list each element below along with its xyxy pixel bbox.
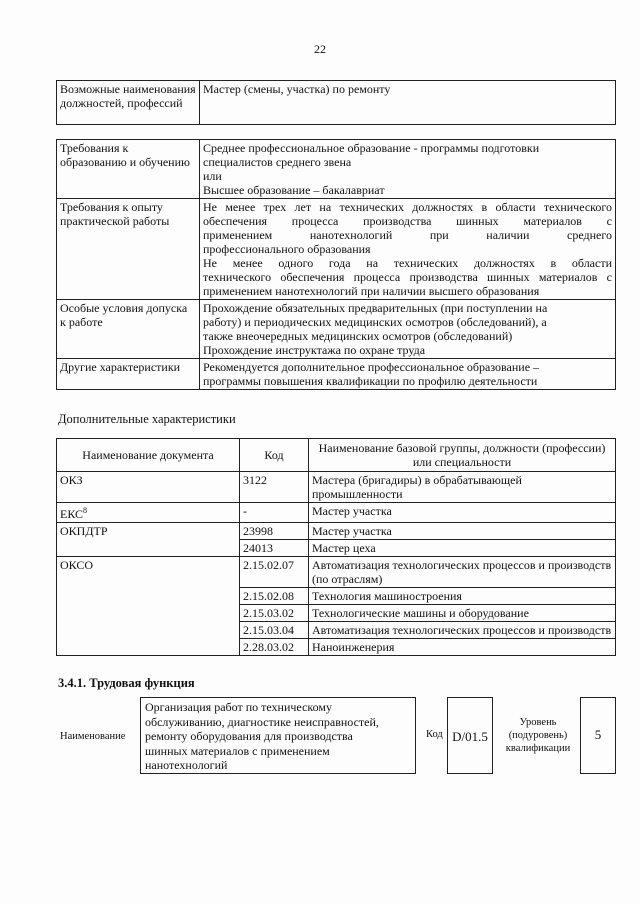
section-title: 3.4.1. Трудовая функция <box>58 676 195 690</box>
text-line: технического обеспечения процесса производства шинных материалов с <box>203 270 612 284</box>
footnote-mark: 8 <box>83 506 88 515</box>
positions-label: Возможные наименования должностей, профессий <box>57 81 200 125</box>
code-cell: 3122 <box>240 472 309 503</box>
col-header-document: Наименование документа <box>57 439 240 472</box>
table-row <box>57 523 616 540</box>
code-cell: 2.15.02.08 <box>240 588 309 605</box>
col-header-code: Код <box>240 439 309 472</box>
table-row <box>57 503 616 523</box>
col-header-name: Наименование базовой группы, должности (профессии) или специальности <box>309 439 616 472</box>
text-line: обслуживанию, диагностике неисправностей, <box>145 714 379 729</box>
code-cell: 2.15.03.02 <box>240 605 309 622</box>
table-row <box>57 359 616 390</box>
doc-cell: ОКЗ <box>57 472 240 503</box>
name-cell: Мастера (бригадиры) в обрабатывающей промышленности <box>309 472 616 503</box>
doc-cell: ОКСО <box>57 557 240 656</box>
text-line: нанотехнологий <box>145 758 228 773</box>
doc-cell <box>57 503 240 523</box>
text-line: Не менее трех лет на технических должностях в области технического <box>203 200 612 214</box>
name-cell: Мастер участка <box>309 523 616 540</box>
requirement-label: Требования к опыту практической работы <box>57 199 200 300</box>
name-label: Наименование <box>60 731 126 742</box>
requirement-value <box>200 199 616 300</box>
name-cell: Автоматизация технологических процессов и производств <box>309 622 616 639</box>
code-cell: 2.28.03.02 <box>240 639 309 656</box>
code-cell: 2.15.03.04 <box>240 622 309 639</box>
name-cell: Наноинженерия <box>309 639 616 656</box>
code-label: Код <box>426 729 443 740</box>
requirement-value <box>200 359 616 390</box>
text-line: профессионального образования <box>203 242 371 256</box>
text-line: Среднее профессиональное образование - программы подготовки <box>203 141 540 155</box>
label-line: Уровень <box>519 717 557 728</box>
code-value: D/01.5 <box>452 729 488 744</box>
level-box <box>580 697 616 774</box>
table-row <box>57 140 616 199</box>
requirement-value <box>200 300 616 359</box>
requirement-label: Требования к образованию и обучению <box>57 140 200 199</box>
text-line: применением нанотехнологий при наличии высшего образования <box>203 284 540 298</box>
table-row <box>57 81 616 125</box>
label-line: (подуровень) <box>508 730 568 741</box>
code-box <box>447 697 493 774</box>
doc-cell: ОКПДТР <box>57 523 240 557</box>
text-line: Организация работ по техническому <box>145 700 332 714</box>
name-cell: Технология машиностроения <box>309 588 616 605</box>
requirement-value <box>200 140 616 199</box>
table-header-row <box>57 439 616 472</box>
label-line: квалификации <box>505 743 571 754</box>
text-line: ремонту оборудования для производства <box>145 729 353 744</box>
code-cell: 23998 <box>240 523 309 540</box>
text-line: Прохождение обязательных предварительных (при поступлении на <box>203 301 548 315</box>
name-cell: Автоматизация технологических процессов и производств (по отраслям) <box>309 557 616 588</box>
code-cell: 24013 <box>240 540 309 557</box>
text-line: работу) и периодических медицинских осмотров (обследований), а <box>203 315 547 329</box>
classifiers-table <box>56 438 616 656</box>
text-line: специалистов среднего звена <box>203 155 352 169</box>
table-row <box>57 472 616 503</box>
positions-table <box>56 80 616 125</box>
text-line: или <box>203 169 222 183</box>
code-cell: - <box>240 503 309 523</box>
text-line: Не менее одного года на технических должностях в области <box>203 256 612 270</box>
positions-value: Мастер (смены, участка) по ремонту <box>200 81 616 125</box>
text-line: обеспечения процесса производства шинных материалов с <box>203 214 612 228</box>
text-line: также внеочередных медицинских осмотров (обследований) <box>203 329 513 343</box>
table-row <box>57 199 616 300</box>
name-cell: Технологические машины и оборудование <box>309 605 616 622</box>
requirements-table <box>56 139 616 390</box>
name-cell: Мастер цеха <box>309 540 616 557</box>
text-line: Высшее образование – бакалавриат <box>203 183 385 197</box>
requirement-label: Другие характеристики <box>57 359 200 390</box>
table-row <box>57 300 616 359</box>
additional-characteristics-title: Дополнительные характеристики <box>58 412 236 426</box>
text-line: шинных материалов с применением <box>145 743 330 758</box>
page-number: 22 <box>314 42 326 56</box>
doc-text: ЕКС <box>60 507 84 521</box>
function-name-box <box>140 697 416 774</box>
level-value: 5 <box>594 727 602 742</box>
code-cell: 2.15.02.07 <box>240 557 309 588</box>
requirement-label: Особые условия допуска к работе <box>57 300 200 359</box>
name-cell: Мастер участка <box>309 503 616 523</box>
text-line: Прохождение инструктажа по охране труда <box>203 343 426 357</box>
text-line: Рекомендуется дополнительное профессиональное образование – <box>203 360 540 374</box>
text-line: применением нанотехнологий при наличии среднего <box>203 228 612 242</box>
table-row <box>57 557 616 588</box>
text-line: программы повышения квалификации по профилю деятельности <box>203 374 538 388</box>
qualification-level-label <box>500 716 576 755</box>
